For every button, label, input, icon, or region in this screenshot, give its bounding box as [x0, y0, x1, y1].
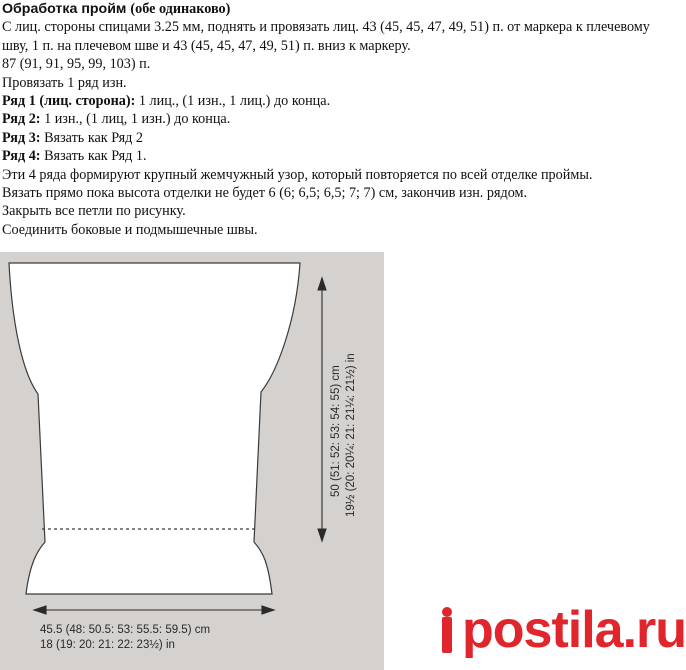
instruction-line: С лиц. стороны спицами 3.25 мм, поднять и провязать лиц. 43 (45, 45, 47, 49, 51) п. от маркера к плечевому шву, 1 п. на плечевом шве и 43 (45, 45, 47, 49, 51) п. вниз к маркеру. [2, 19, 650, 54]
row-4-instruction [2, 147, 658, 165]
height-label-cm: 50 (51: 52: 53: 54: 55) cm [330, 365, 342, 497]
postila-logo-icon [440, 607, 456, 653]
row-label: Ряд 1 (лиц. сторона): [2, 93, 136, 110]
instruction-line: Закрыть все петли по рисунку. [2, 203, 186, 220]
row-1-instruction [2, 92, 658, 110]
row-label: Ряд 2: [2, 111, 41, 128]
watermark-text: postila.ru [462, 601, 686, 659]
section-title-main: Обработка пройм [2, 1, 127, 17]
garment-schematic [0, 252, 384, 670]
height-label-in: 19½ (20: 20¼: 21: 21¼: 21½) in [345, 353, 357, 517]
schematic-drawing [0, 252, 384, 670]
section-title [2, 0, 658, 18]
row-2-instruction [2, 110, 658, 128]
row-3-instruction [2, 129, 658, 147]
width-label-cm: 45.5 (48: 50.5: 53: 55.5: 59.5) cm [40, 624, 211, 636]
instruction-line: Вязать прямо пока высота отделки не будет 6 (6; 6,5; 6,5; 7; 7) см, закончив изн. рядом. [2, 185, 528, 202]
pattern-instructions [2, 0, 658, 239]
instruction-line: Соединить боковые и подмышечные швы. [2, 221, 258, 238]
postila-watermark [440, 600, 686, 660]
width-arrow [34, 606, 274, 614]
row-label: Ряд 3: [2, 129, 41, 146]
instruction-line: 87 (91, 91, 95, 99, 103) п. [2, 56, 151, 73]
row-label: Ряд 4: [2, 148, 41, 165]
row-text: Вязать как Ряд 2 [40, 129, 143, 146]
row-text: Вязать как Ряд 1. [40, 148, 147, 165]
height-arrow [318, 278, 326, 541]
row-text: 1 изн., (1 лиц, 1 изн.) до конца. [40, 111, 231, 128]
garment-outline [9, 263, 300, 594]
instruction-line: Эти 4 ряда формируют крупный жемчужный узор, который повторяется по всей отделке проймы. [2, 166, 593, 183]
instruction-line: Провязать 1 ряд изн. [2, 74, 127, 91]
section-title-sub: (обе одинаково) [130, 1, 231, 17]
width-label-in: 18 (19: 20: 21: 22: 23½) in [40, 639, 175, 651]
row-text: 1 лиц., (1 изн., 1 лиц.) до конца. [135, 93, 331, 110]
